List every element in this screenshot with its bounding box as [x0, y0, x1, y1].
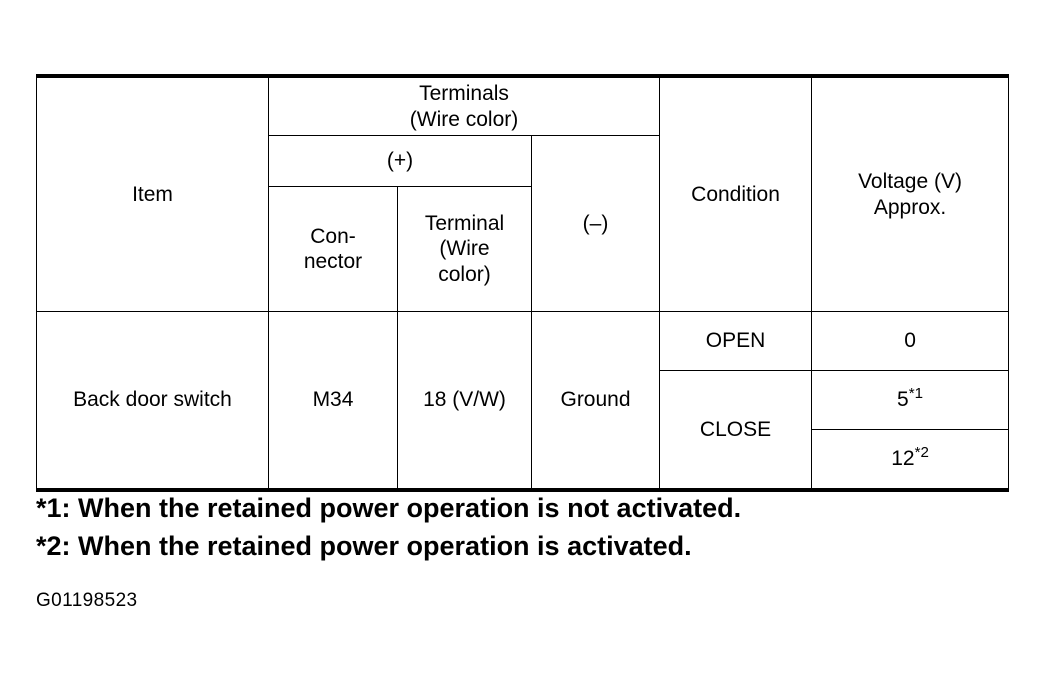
footnote-1: *1: When the retained power operation is not activated. — [36, 493, 742, 523]
header-condition: Condition — [660, 76, 812, 312]
figure-code: G01198523 — [36, 590, 138, 611]
cell-condition-open: OPEN — [660, 312, 812, 371]
header-terminal-line2: (Wire — [439, 237, 490, 261]
footnote-marker-1: *1 — [908, 385, 924, 403]
header-voltage-line2: Approx. — [873, 195, 947, 219]
header-terminals — [269, 76, 660, 136]
table-row — [37, 312, 1009, 371]
header-terminals-line2: (Wire color) — [409, 107, 519, 131]
voltage-value: 0 — [904, 329, 916, 353]
header-connector — [269, 187, 398, 312]
cell-voltage-close-2 — [812, 430, 1009, 491]
header-voltage-line1: Voltage (V) — [858, 170, 962, 193]
header-positive: (+) — [269, 136, 532, 187]
header-connector-line2: nector — [303, 250, 363, 274]
footnote-2: *2: When the retained power operation is activated. — [36, 531, 692, 562]
cell-connector: M34 — [269, 312, 398, 491]
voltage-spec-table — [36, 74, 1009, 492]
cell-condition-close: CLOSE — [660, 371, 812, 491]
header-terminal — [398, 187, 532, 312]
header-connector-line1: Con- — [310, 224, 356, 248]
header-terminal-line3: color) — [438, 263, 491, 287]
header-item: Item — [37, 76, 269, 312]
voltage-value: 12 — [891, 447, 915, 471]
cell-negative: Ground — [532, 312, 660, 491]
cell-voltage-open — [812, 312, 1009, 371]
cell-terminal: 18 (V/W) — [398, 312, 532, 491]
header-terminal-line1: Terminal — [424, 211, 505, 235]
header-terminals-line1: Terminals — [419, 82, 509, 105]
cell-voltage-close-1 — [812, 371, 1009, 430]
footnotes — [36, 489, 1016, 566]
header-voltage — [812, 76, 1009, 312]
voltage-value: 5 — [897, 388, 909, 412]
header-negative: (–) — [532, 136, 660, 312]
cell-item: Back door switch — [37, 312, 269, 491]
footnote-marker-2: *2 — [914, 444, 929, 462]
